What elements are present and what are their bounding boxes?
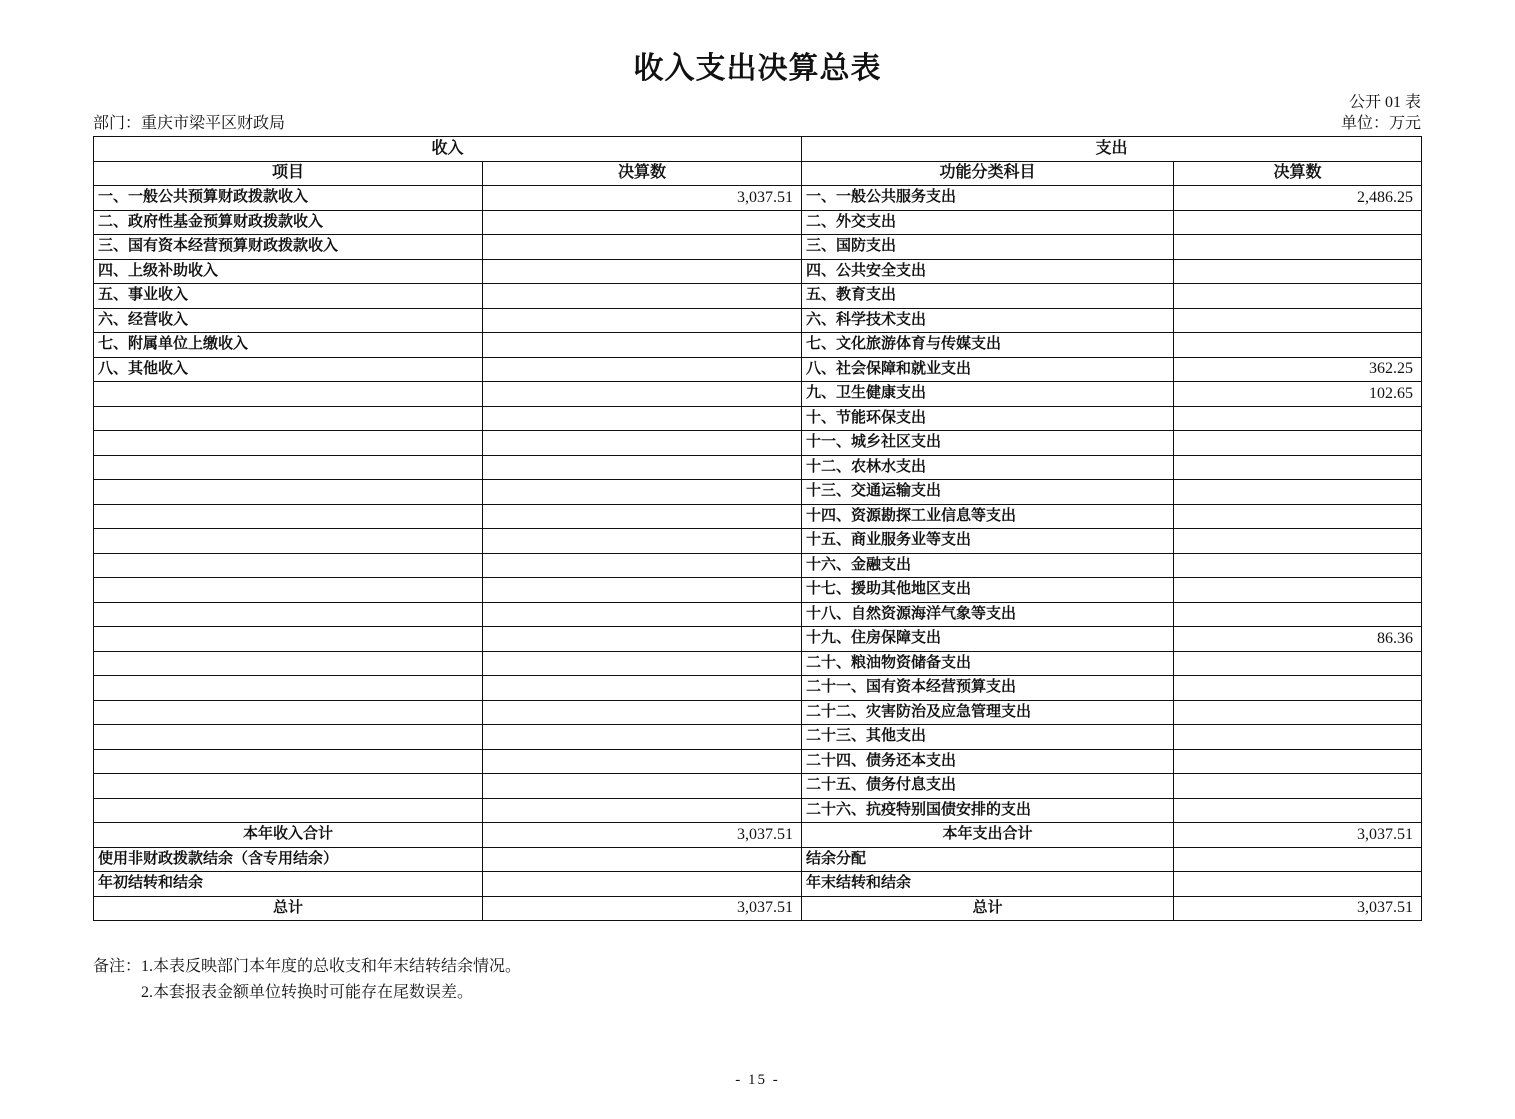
- expenditure-item-value: 102.65: [1174, 382, 1422, 407]
- income-item-value: [483, 357, 802, 382]
- table-row: [94, 749, 1422, 774]
- income-item-value: 3,037.51: [483, 823, 802, 848]
- income-item-label: [94, 553, 483, 578]
- table-row: [94, 798, 1422, 823]
- income-item-label: 五、事业收入: [94, 284, 483, 309]
- income-item-label: [94, 676, 483, 701]
- income-item-label: 年初结转和结余: [94, 872, 483, 897]
- income-item-value: [483, 284, 802, 309]
- expenditure-item-label: 二十一、国有资本经营预算支出: [802, 676, 1174, 701]
- table-row: [94, 308, 1422, 333]
- expenditure-item-label: 二十五、债务付息支出: [802, 774, 1174, 799]
- table-row: [94, 259, 1422, 284]
- income-item-value: [483, 308, 802, 333]
- table-row: [94, 480, 1422, 505]
- expenditure-item-value: [1174, 431, 1422, 456]
- expenditure-item-label: 八、社会保障和就业支出: [802, 357, 1174, 382]
- income-item-value: [483, 259, 802, 284]
- notes-label: 备注：: [93, 958, 142, 975]
- income-item-value: [483, 847, 802, 872]
- table-row: [94, 431, 1422, 456]
- expenditure-item-label: 二十四、债务还本支出: [802, 749, 1174, 774]
- expenditure-item-value: [1174, 798, 1422, 823]
- column-header-income-amount: 决算数: [483, 161, 802, 186]
- department-label: 部门：重庆市梁平区财政局: [93, 115, 286, 132]
- table-row: [94, 651, 1422, 676]
- column-header-row: [94, 161, 1422, 186]
- income-item-value: [483, 504, 802, 529]
- table-row: [94, 382, 1422, 407]
- expenditure-item-value: [1174, 847, 1422, 872]
- income-item-label: 一、一般公共预算财政拨款收入: [94, 186, 483, 211]
- expenditure-item-label: 四、公共安全支出: [802, 259, 1174, 284]
- expenditure-section-header: 支出: [802, 137, 1422, 162]
- table-row: [94, 676, 1422, 701]
- expenditure-item-value: [1174, 676, 1422, 701]
- expenditure-item-label: 十、节能环保支出: [802, 406, 1174, 431]
- expenditure-item-value: [1174, 749, 1422, 774]
- table-row: [94, 529, 1422, 554]
- notes-block: [93, 954, 1421, 1006]
- expenditure-item-value: [1174, 210, 1422, 235]
- expenditure-item-label: 六、科学技术支出: [802, 308, 1174, 333]
- expenditure-item-label: 十六、金融支出: [802, 553, 1174, 578]
- income-item-value: [483, 333, 802, 358]
- expenditure-item-value: [1174, 284, 1422, 309]
- table-row: [94, 455, 1422, 480]
- income-item-value: [483, 480, 802, 505]
- income-item-label: 七、附属单位上缴收入: [94, 333, 483, 358]
- expenditure-item-value: 3,037.51: [1174, 896, 1422, 921]
- income-item-value: [483, 725, 802, 750]
- income-item-value: [483, 529, 802, 554]
- income-item-label: 六、经营收入: [94, 308, 483, 333]
- income-item-value: [483, 431, 802, 456]
- income-item-label: 使用非财政拨款结余（含专用结余）: [94, 847, 483, 872]
- expenditure-item-value: [1174, 504, 1422, 529]
- expenditure-item-label: 九、卫生健康支出: [802, 382, 1174, 407]
- income-item-label: 本年收入合计: [94, 823, 483, 848]
- income-item-value: [483, 602, 802, 627]
- expenditure-item-label: 十八、自然资源海洋气象等支出: [802, 602, 1174, 627]
- final-accounts-table: [93, 136, 1422, 921]
- income-item-label: [94, 651, 483, 676]
- income-item-value: [483, 774, 802, 799]
- expenditure-item-label: 十五、商业服务业等支出: [802, 529, 1174, 554]
- expenditure-item-label: 十四、资源勘探工业信息等支出: [802, 504, 1174, 529]
- income-item-value: [483, 382, 802, 407]
- expenditure-item-value: [1174, 480, 1422, 505]
- table-row: [94, 700, 1422, 725]
- income-item-value: 3,037.51: [483, 186, 802, 211]
- income-item-label: [94, 578, 483, 603]
- expenditure-item-label: 总计: [802, 896, 1174, 921]
- table-row: [94, 725, 1422, 750]
- income-item-value: [483, 210, 802, 235]
- expenditure-item-value: [1174, 235, 1422, 260]
- note-text-1: 1.本表反映部门本年度的总收支和年末结转结余情况。: [141, 958, 522, 975]
- note-line-2: [93, 980, 1421, 1006]
- table-row: [94, 578, 1422, 603]
- income-item-label: 三、国有资本经营预算财政拨款收入: [94, 235, 483, 260]
- expenditure-item-value: 3,037.51: [1174, 823, 1422, 848]
- table-row: [94, 235, 1422, 260]
- expenditure-item-value: [1174, 406, 1422, 431]
- income-item-label: [94, 455, 483, 480]
- income-item-value: [483, 749, 802, 774]
- income-item-label: [94, 406, 483, 431]
- expenditure-item-value: [1174, 529, 1422, 554]
- income-item-label: 总计: [94, 896, 483, 921]
- table-row: [94, 504, 1422, 529]
- page-number: - 15 -: [735, 1072, 780, 1088]
- income-section-header: 收入: [94, 137, 802, 162]
- column-header-function-subject: 功能分类科目: [802, 161, 1174, 186]
- income-item-label: [94, 529, 483, 554]
- expenditure-item-value: [1174, 725, 1422, 750]
- expenditure-item-value: [1174, 259, 1422, 284]
- column-header-expenditure-amount: 决算数: [1174, 161, 1422, 186]
- income-item-label: [94, 749, 483, 774]
- expenditure-item-label: 二十、粮油物资储备支出: [802, 651, 1174, 676]
- income-item-value: 3,037.51: [483, 896, 802, 921]
- expenditure-item-value: [1174, 602, 1422, 627]
- income-item-label: 二、政府性基金预算财政拨款收入: [94, 210, 483, 235]
- table-row: [94, 602, 1422, 627]
- income-item-value: [483, 872, 802, 897]
- expenditure-item-label: 二、外交支出: [802, 210, 1174, 235]
- table-body: [94, 186, 1422, 921]
- table-row: [94, 284, 1422, 309]
- table-row: [94, 210, 1422, 235]
- expenditure-item-label: 二十二、灾害防治及应急管理支出: [802, 700, 1174, 725]
- income-item-value: [483, 676, 802, 701]
- table-row: [94, 553, 1422, 578]
- income-item-label: 八、其他收入: [94, 357, 483, 382]
- table-row: [94, 872, 1422, 897]
- expenditure-item-label: 十三、交通运输支出: [802, 480, 1174, 505]
- income-item-value: [483, 553, 802, 578]
- table-row: [94, 357, 1422, 382]
- income-item-label: [94, 602, 483, 627]
- income-item-label: [94, 480, 483, 505]
- expenditure-item-label: 三、国防支出: [802, 235, 1174, 260]
- income-item-label: [94, 700, 483, 725]
- table-row: [94, 896, 1422, 921]
- expenditure-item-value: [1174, 774, 1422, 799]
- table-row: [94, 823, 1422, 848]
- income-item-value: [483, 651, 802, 676]
- unit-label: 单位：万元: [1340, 115, 1421, 132]
- expenditure-item-value: [1174, 578, 1422, 603]
- table-row: [94, 406, 1422, 431]
- expenditure-item-value: [1174, 872, 1422, 897]
- income-item-label: [94, 798, 483, 823]
- column-header-item: 项目: [94, 161, 483, 186]
- expenditure-item-value: [1174, 651, 1422, 676]
- expenditure-item-label: 年末结转和结余: [802, 872, 1174, 897]
- income-item-label: [94, 725, 483, 750]
- table-row: [94, 774, 1422, 799]
- table-row: [94, 627, 1422, 652]
- income-item-value: [483, 455, 802, 480]
- expenditure-item-label: 二十三、其他支出: [802, 725, 1174, 750]
- expenditure-item-value: 86.36: [1174, 627, 1422, 652]
- income-item-value: [483, 700, 802, 725]
- income-item-value: [483, 798, 802, 823]
- page-title: 收入支出决算总表: [633, 52, 882, 85]
- expenditure-item-value: [1174, 455, 1422, 480]
- expenditure-item-value: 362.25: [1174, 357, 1422, 382]
- income-item-value: [483, 578, 802, 603]
- section-header-row: [94, 137, 1422, 162]
- expenditure-item-value: 2,486.25: [1174, 186, 1422, 211]
- income-item-label: [94, 504, 483, 529]
- expenditure-item-value: [1174, 308, 1422, 333]
- expenditure-item-value: [1174, 333, 1422, 358]
- doc-code: 公开 01 表: [1348, 94, 1421, 111]
- income-item-value: [483, 627, 802, 652]
- expenditure-item-label: 五、教育支出: [802, 284, 1174, 309]
- income-item-label: [94, 627, 483, 652]
- note-text-2: 2.本套报表金额单位转换时可能存在尾数误差。: [141, 984, 474, 1001]
- expenditure-item-label: 一、一般公共服务支出: [802, 186, 1174, 211]
- income-item-label: [94, 431, 483, 456]
- expenditure-item-label: 十九、住房保障支出: [802, 627, 1174, 652]
- income-item-value: [483, 235, 802, 260]
- table-row: [94, 186, 1422, 211]
- expenditure-item-label: 本年支出合计: [802, 823, 1174, 848]
- expenditure-item-label: 十七、援助其他地区支出: [802, 578, 1174, 603]
- expenditure-item-label: 结余分配: [802, 847, 1174, 872]
- income-item-label: 四、上级补助收入: [94, 259, 483, 284]
- income-item-value: [483, 406, 802, 431]
- income-item-label: [94, 774, 483, 799]
- expenditure-item-label: 二十六、抗疫特别国债安排的支出: [802, 798, 1174, 823]
- note-line-1: [93, 954, 1421, 980]
- document-page: [0, 50, 1515, 1119]
- income-item-label: [94, 382, 483, 407]
- expenditure-item-label: 十一、城乡社区支出: [802, 431, 1174, 456]
- expenditure-item-label: 七、文化旅游体育与传媒支出: [802, 333, 1174, 358]
- expenditure-item-label: 十二、农林水支出: [802, 455, 1174, 480]
- expenditure-item-value: [1174, 700, 1422, 725]
- table-row: [94, 333, 1422, 358]
- table-row: [94, 847, 1422, 872]
- expenditure-item-value: [1174, 553, 1422, 578]
